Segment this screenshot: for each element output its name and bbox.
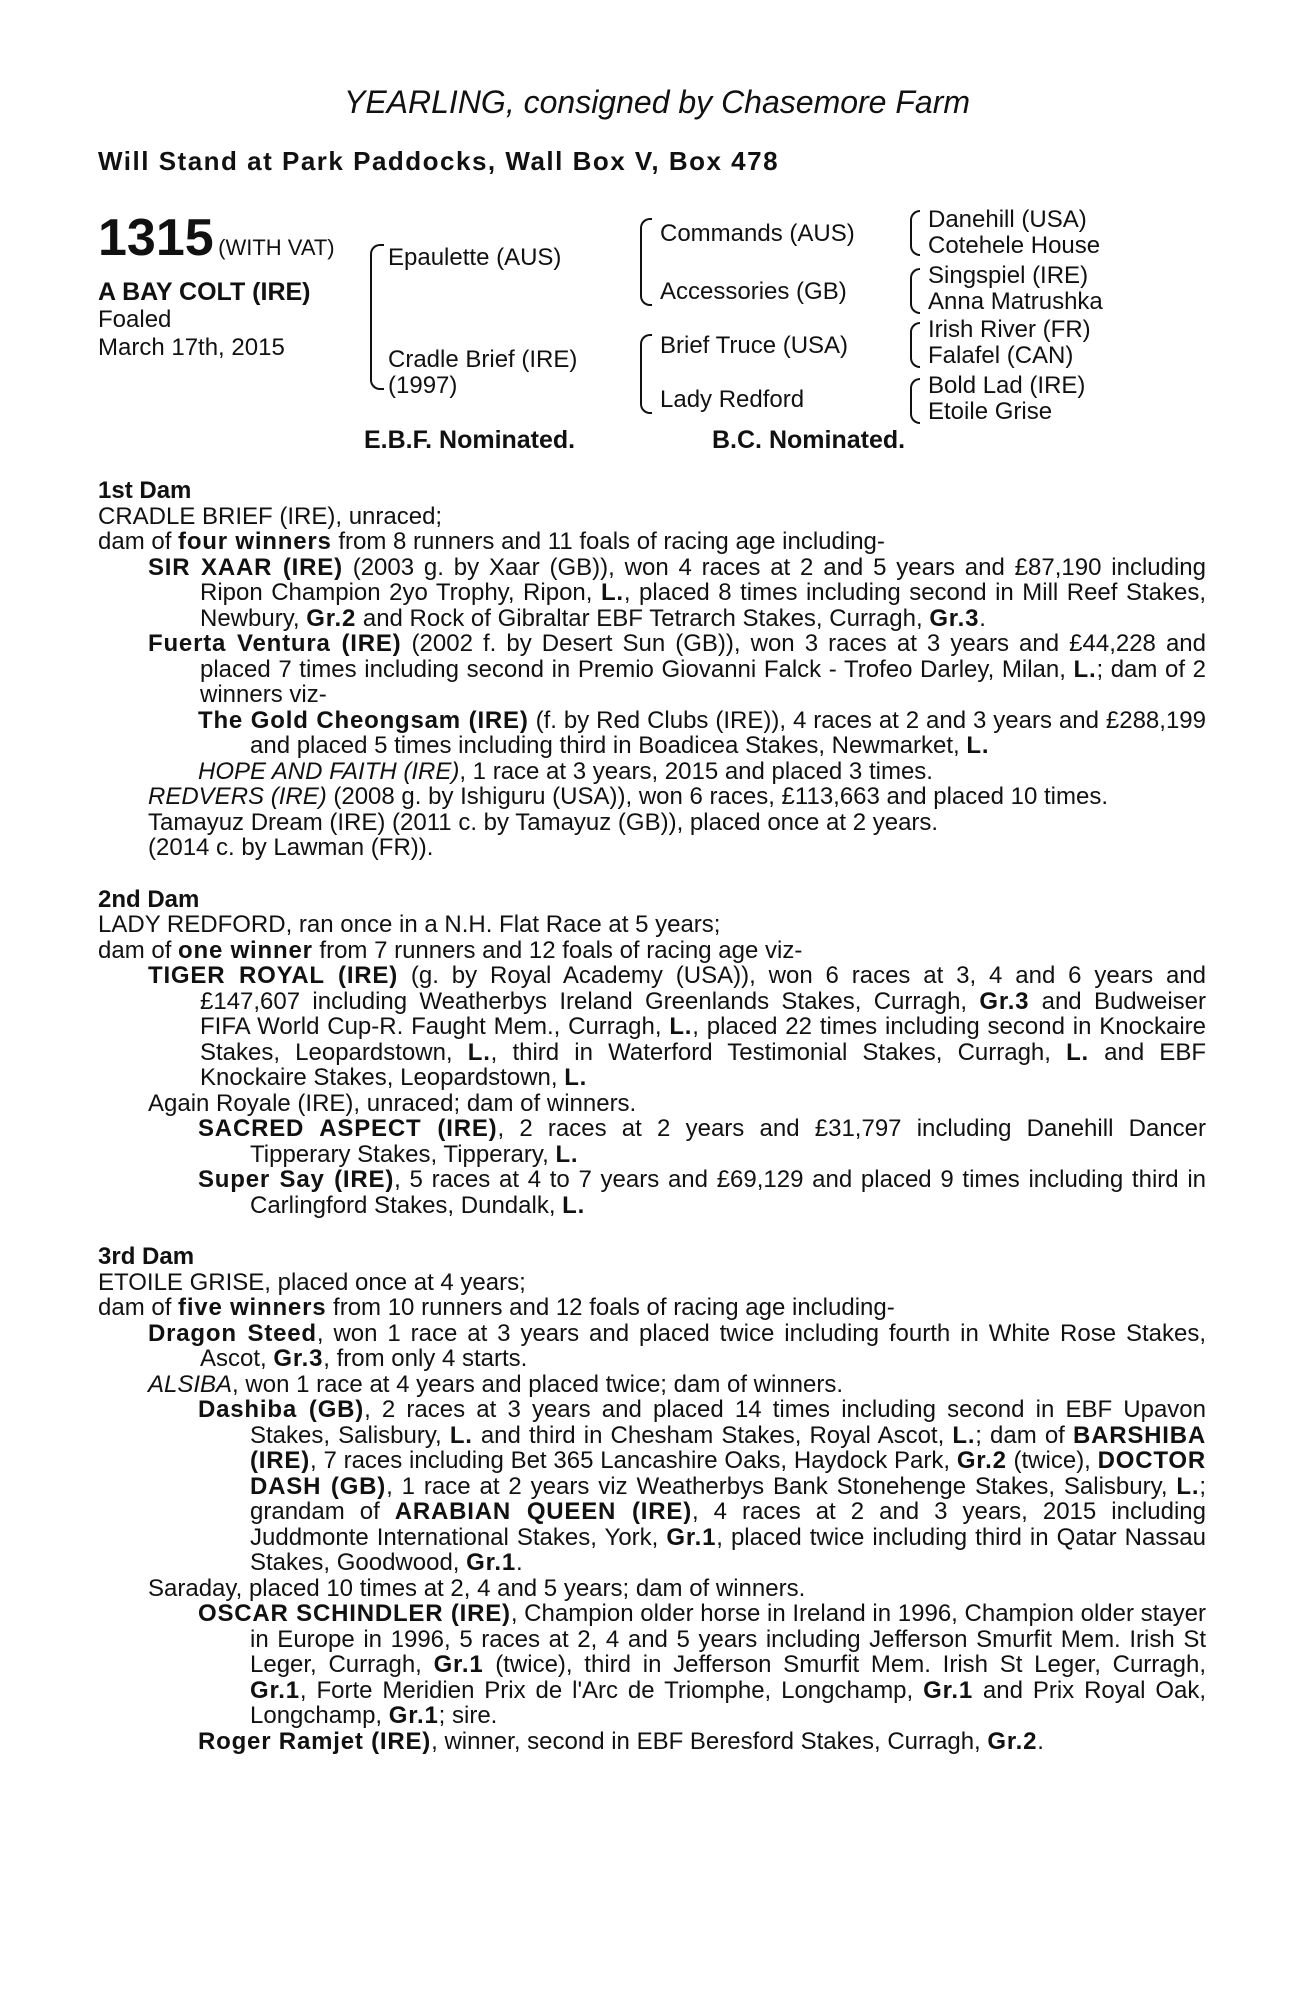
first-dam-intro: CRADLE BRIEF (IRE), unraced; — [98, 502, 443, 530]
foaled-label: Foaled — [98, 306, 172, 333]
pedigree-dam-year: (1997) — [388, 372, 458, 399]
entry-fuerta-ventura: Fuerta Ventura (IRE) (2002 f. by Desert Sun (GB)), won 3 races at 3 years and £44,228 and placed 7 times including second in Premio Giovanni Falck - Trofeo Darley, Milan, L.; dam of 2 winners viz- — [148, 630, 1206, 708]
page-title: YEARLING, consigned by Chasemore Farm — [343, 84, 971, 120]
pedigree-g4: Anna Matrushka — [928, 288, 1103, 315]
pedigree-sire: Epaulette (AUS) — [388, 244, 562, 271]
entry-alsiba: ALSIBA, won 1 race at 4 years and placed twice; dam of winners. — [148, 1370, 844, 1398]
vat-note: (WITH VAT) — [218, 235, 335, 260]
entry-redvers: REDVERS (IRE) (2008 g. by Ishiguru (USA)), won 6 races, £113,663 and placed 10 times. — [148, 783, 1109, 810]
brace-g2 — [910, 268, 920, 314]
ebf-nominated: E.B.F. Nominated. — [364, 426, 576, 454]
entry-super-say: Super Say (IRE), 5 races at 4 to 7 years and £69,129 and placed 9 times including third in Carlingford Stakes, Dundalk, L. — [198, 1166, 1207, 1219]
second-dam-heading: 2nd Dam — [98, 885, 200, 913]
second-dam-intro: LADY REDFORD, ran once in a N.H. Flat Race at 5 years; — [98, 911, 721, 938]
entry-again-royale: Again Royale (IRE), unraced; dam of winners. — [148, 1089, 637, 1117]
pedigree-sire-sire: Commands (AUS) — [660, 220, 855, 247]
pedigree-dam-sire: Brief Truce (USA) — [660, 332, 849, 359]
pedigree-g1: Danehill (USA) — [928, 206, 1087, 233]
first-dam-summary: dam of four winners from 8 runners and 11 foals of racing age including- — [98, 528, 885, 555]
catalogue-text — [98, 478, 1206, 1754]
pedigree-g2: Cotehele House — [928, 232, 1101, 259]
pedigree-g3: Singspiel (IRE) — [928, 262, 1089, 289]
pedigree-g6: Falafel (CAN) — [928, 342, 1074, 369]
brace-dam-parents — [640, 334, 652, 414]
entry-2014-colt: (2014 c. by Lawman (FR)). — [148, 834, 434, 861]
foaled-info — [98, 306, 338, 362]
third-dam-intro: ETOILE GRISE, placed once at 4 years; — [98, 1268, 526, 1296]
brace-g3 — [910, 322, 920, 368]
entry-tiger-royal: TIGER ROYAL (IRE) (g. by Royal Academy (USA)), won 6 races at 3, 4 and 6 years and £147,607 including Weatherbys Ireland Greenlands Stakes, Curragh, Gr.3 and Budweiser FIFA World Cup-R. Faught Mem., Curragh, L., placed 22 times including second in Knockaire Stakes, Leopardstown, L., third in Waterford Testimonial Stakes, Curragh, L. and EBF Knockaire Stakes, Leopardstown, L. — [148, 962, 1206, 1091]
brace-parents — [370, 244, 384, 390]
entry-sacred-aspect: SACRED ASPECT (IRE), 2 races at 2 years and £31,797 including Danehill Dancer Tipperary Stakes, Tipperary, L. — [198, 1115, 1206, 1168]
entry-dragon-steed: Dragon Steed, won 1 race at 3 years and placed twice including fourth in White Rose Stakes, Ascot, Gr.3, from only 4 starts. — [148, 1319, 1206, 1372]
third-dam-summary: dam of five winners from 10 runners and 12 foals of racing age including- — [98, 1294, 895, 1321]
entry-oscar-schindler: OSCAR SCHINDLER (IRE), Champion older horse in Ireland in 1996, Champion older stayer in Europe in 1996, 5 races at 2, 4 and 5 years including Jefferson Smurfit Mem. Irish St Leger, Curragh, Gr.1 (twice), third in Jefferson Smurfit Mem. Irish St Leger, Curragh, Gr.1, Forte Meridien Prix de l'Arc de Triomphe, Longchamp, Gr.1 and Prix Royal Oak, Longchamp, Gr.1; sire. — [198, 1600, 1207, 1729]
lot-number-line — [98, 208, 335, 268]
brace-g1 — [910, 210, 920, 256]
third-dam-heading: 3rd Dam — [98, 1243, 195, 1270]
pedigree-dam-dam: Lady Redford — [660, 386, 805, 413]
foaled-date: March 17th, 2015 — [98, 334, 285, 361]
pedigree-g5: Irish River (FR) — [928, 316, 1091, 343]
first-dam-heading: 1st Dam — [98, 477, 192, 504]
entry-sir-xaar: SIR XAAR (IRE) (2003 g. by Xaar (GB)), won 4 races at 2 and 5 years and £87,190 including Ripon Champion 2yo Trophy, Ripon, L., placed 8 times including second in Mill Reef Stakes, Newbury, Gr.2 and Rock of Gibraltar EBF Tetrarch Stakes, Curragh, Gr.3. — [148, 553, 1206, 632]
entry-dashiba: Dashiba (GB), 2 races at 3 years and placed 14 times including second in EBF Upavon Stakes, Salisbury, L. and third in Chesham Stakes, Royal Ascot, L.; dam of BARSHIBA (IRE), 7 races including Bet 365 Lancashire Oaks, Haydock Park, Gr.2 (twice), DOCTOR DASH (GB), 1 race at 2 years viz Weatherbys Bank Stonehenge Stakes, Salisbury, L.; grandam of ARABIAN QUEEN (IRE), 4 races at 2 and 3 years, 2015 including Juddmonte International Stakes, York, Gr.1, placed twice including third in Qatar Nassau Stakes, Goodwood, Gr.1. — [198, 1396, 1207, 1576]
pedigree-g8: Etoile Grise — [928, 398, 1053, 425]
stand-location: Will Stand at Park Paddocks, Wall Box V, Box 478 — [98, 146, 780, 176]
brace-sire-parents — [640, 218, 652, 306]
entry-hope-and-faith: HOPE AND FAITH (IRE), 1 race at 3 years, 2015 and placed 3 times. — [198, 757, 933, 785]
entry-gold-cheongsam: The Gold Cheongsam (IRE) (f. by Red Clubs (IRE)), 4 races at 2 and 3 years and £288,199 and placed 5 times including third in Boadicea Stakes, Newmarket, L. — [198, 706, 1206, 759]
brace-g4 — [910, 378, 920, 424]
horse-name: A BAY COLT (IRE) — [98, 278, 311, 306]
entry-roger-ramjet: Roger Ramjet (IRE), winner, second in EBF Beresford Stakes, Curragh, Gr.2. — [198, 1727, 1044, 1755]
pedigree-sire-dam: Accessories (GB) — [660, 278, 847, 305]
bc-nominated: B.C. Nominated. — [712, 426, 906, 454]
lot-number: 1315 — [98, 209, 214, 267]
entry-saraday: Saraday, placed 10 times at 2, 4 and 5 years; dam of winners. — [148, 1574, 806, 1602]
second-dam-summary: dam of one winner from 7 runners and 12 foals of racing age viz- — [98, 936, 803, 964]
entry-tamayuz-dream: Tamayuz Dream (IRE) (2011 c. by Tamayuz (GB)), placed once at 2 years. — [148, 808, 939, 836]
pedigree-dam: Cradle Brief (IRE) — [388, 346, 578, 373]
pedigree-g7: Bold Lad (IRE) — [928, 372, 1086, 399]
